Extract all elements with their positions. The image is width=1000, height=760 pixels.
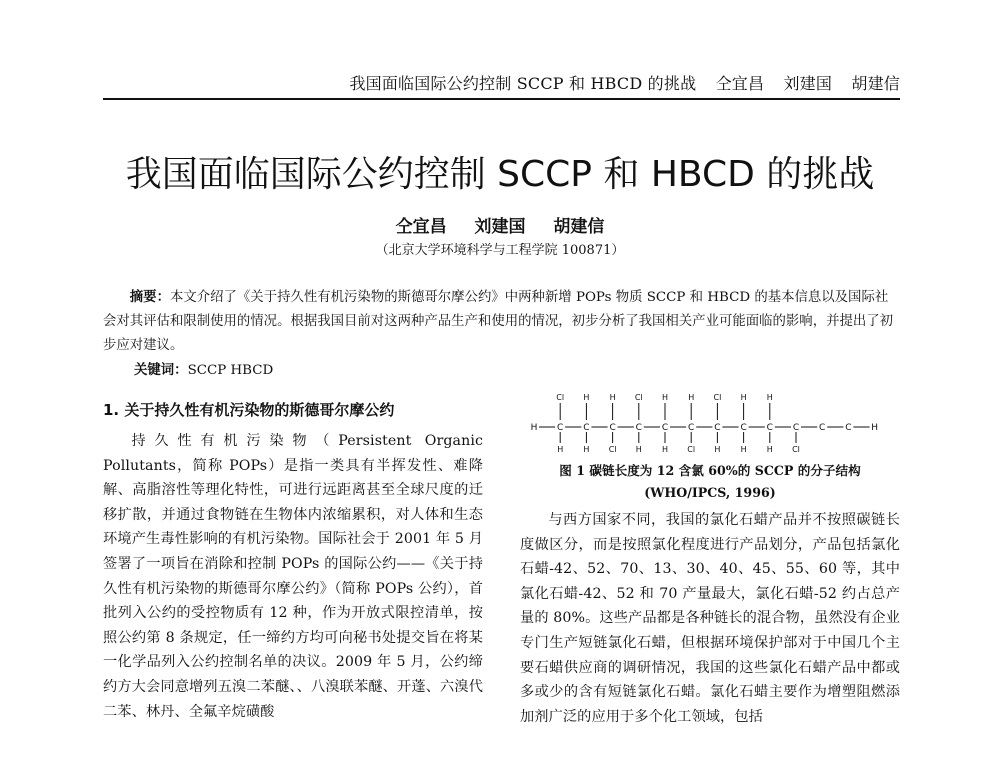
abstract-label: 摘要： (129, 289, 170, 305)
chain-atom-label: H (871, 423, 878, 433)
chain-atom-label: C (714, 423, 721, 433)
chain-atom-label: C (583, 423, 590, 433)
chain-atom-label: C (609, 423, 616, 433)
running-header-author-2: 刘建国 (783, 74, 833, 93)
chain-atom-label: C (766, 423, 773, 433)
bottom-substituent-label: H (661, 445, 669, 454)
top-substituent-label: H (661, 393, 669, 402)
top-substituent-label: H (609, 393, 616, 402)
bottom-substituent-label: H (635, 445, 642, 454)
figure-1-source: (WHO/IPCS, 1996) (644, 485, 776, 500)
bottom-substituent-label: Cl (608, 445, 617, 454)
keywords-label: 关键词： (134, 362, 188, 378)
bottom-substituent-label: H (557, 445, 564, 454)
running-header-author-3: 胡建信 (851, 74, 900, 93)
abstract-text: 本文介绍了《关于持久性有机污染物的斯德哥尔摩公约》中两种新增 POPs 物质 SCCP 和 HBCD 的基本信息以及国际社会对其评估和限制使用的情况。根据我国目前对这两种产品生产和使用的情况，初步分析了我国相关产业可能面临的影响，并提出了初步应对建议。 (103, 290, 894, 353)
top-substituent-label: Cl (634, 393, 643, 402)
top-substituent-label: H (766, 393, 773, 402)
chain-atom-label: C (740, 423, 747, 433)
bottom-substituent-label: H (766, 445, 773, 454)
running-header-author-1: 仝宜昌 (715, 74, 765, 93)
bottom-substituent-label: Cl (792, 445, 800, 454)
running-header-title: 我国面临国际公约控制 SCCP 和 HBCD 的挑战 (349, 74, 697, 93)
right-column-paragraph: 与西方国家不同，我国的氯化石蜡产品并不按照碳链长度做区分，而是按照氯化程度进行产品划分，产品包括氯化石蜡-42、52、70、13、30、40、45、55、60 等，其中氯化石蜡-42、52 和 70 产量最大，氯化石蜡-52 约占总产量的 80%。这些产品都是各种链长的混合物，虽然没有企业专门生产短链氯化石蜡，但根据环境保护部对于中国几个主要石蜡供应商的调研情况，我国的这些氯化石蜡产品中都或多或少的含有短链氯化石蜡。氯化石蜡主要作为增塑阻燃添加剂广泛的应用于多个化工领域，包括 (520, 512, 900, 725)
right-column (520, 390, 900, 729)
chain-atom-label: C (661, 423, 669, 433)
keywords-text: SCCP HBCD (187, 363, 274, 378)
top-substituent-label: H (740, 393, 747, 402)
chain-atom-label: C (688, 423, 695, 433)
sccp-structure-diagram (520, 390, 900, 460)
figure-1-caption: 图 1 碳链长度为 12 含氯 60%的 SCCP 的分子结构 (559, 463, 861, 478)
bottom-substituent-label: H (740, 445, 747, 454)
header-rule (103, 98, 900, 100)
chain-atom-label: C (792, 423, 800, 433)
top-substituent-label: H (688, 393, 695, 402)
top-substituent-label: Cl (556, 393, 565, 402)
keywords (134, 359, 273, 378)
chain-atom-label: C (557, 423, 564, 433)
chain-atom-label: C (819, 423, 826, 433)
section-1-paragraph: 持久性有机污染物（Persistent Organic Pollutants，简称 POPs）是指一类具有半挥发性、难降解、高脂溶性等理化特性，可进行远距离甚至全球尺度的迁移扩散，并通过食物链在生物体内浓缩累积，对人体和生态环境产生毒性影响的有机污染物。国际社会于 2001 年 5 月签署了一项旨在消除和控制 POPs 的国际公约——《关于持久性有机污染物的斯德哥尔摩公约》（简称 POPs 公约），首批列入公约的受控物质有 12 种，作为开放式限控清单，按照公约第 8 条规定，任一缔约方均可向秘书处提交旨在将某一化学品列入公约控制名单的决议。2009 年 5 月，公约缔约方大会同意增列五溴二苯醚、、八溴联苯醚、开蓬、六溴代二苯、林丹、全氟辛烷磺酸 (103, 433, 483, 720)
bottom-substituent-label: H (583, 445, 590, 454)
page-title: 我国面临国际公约控制 SCCP 和 HBCD 的挑战 (125, 154, 875, 195)
section-1-heading: 1. 关于持久性有机污染物的斯德哥尔摩公约 (103, 401, 395, 419)
chain-atom-label: C (635, 423, 642, 433)
bottom-substituent-label: H (714, 445, 721, 454)
top-substituent-label: Cl (713, 393, 722, 402)
bottom-substituent-label: Cl (687, 445, 696, 454)
chain-atom-label: H (530, 423, 538, 433)
top-substituent-label: H (583, 393, 590, 402)
chain-atom-label: C (845, 423, 852, 433)
authors-line: 仝宜昌 刘建国 胡建信 (395, 217, 605, 237)
left-column (103, 398, 483, 724)
affiliation-line: （北京大学环境科学与工程学院 100871） (375, 243, 625, 258)
running-header (349, 71, 900, 94)
abstract (103, 285, 900, 358)
